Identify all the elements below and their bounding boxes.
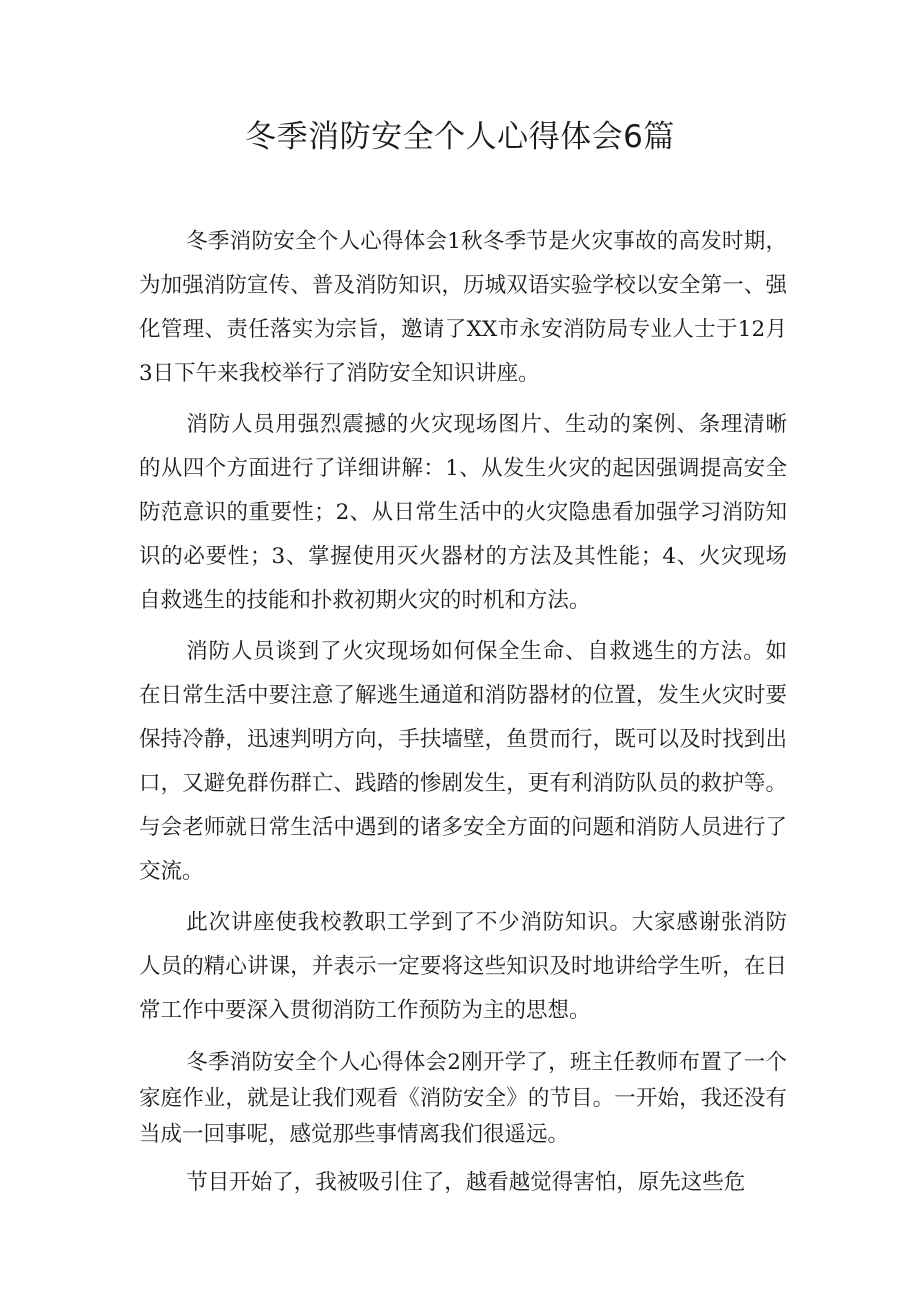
paragraph: 冬季消防安全个人心得体会2刚开学了，班主任教师布置了一个家庭作业，就是让我们观看《消防安全》的节目。一开始，我还没有当成一回事呢，感觉那些事情离我们很遥远。 [139,1050,787,1147]
document-body [139,220,787,1201]
paragraph: 冬季消防安全个人心得体会1秋冬季节是火灾事故的高发时期，为加强消防宣传、普及消防知识，历城双语实验学校以安全第一、强化管理、责任落实为宗旨，邀请了XX市永安消防局专业人士于12月3日下午来我校举行了消防安全知识讲座。 [139,229,787,386]
paragraph: 消防人员用强烈震撼的火灾现场图片、生动的案例、条理清晰的从四个方面进行了详细讲解：1、从发生火灾的起因强调提高安全防范意识的重要性；2、从日常生活中的火灾隐患看加强学习消防知识的必要性；3、掌握使用灭火器材的方法及其性能；4、火灾现场自救逃生的技能和扑救初期火灾的时机和方法。 [139,412,787,613]
paragraph: 此次讲座使我校教职工学到了不少消防知识。大家感谢张消防人员的精心讲课，并表示一定要将这些知识及时地讲给学生听，在日常工作中要深入贯彻消防工作预防为主的思想。 [139,910,787,1023]
document-title: 冬季消防安全个人心得体会6篇 [245,119,675,155]
paragraph: 消防人员谈到了火灾现场如何保全生命、自救逃生的方法。如在日常生活中要注意了解逃生通道和消防器材的位置，发生火灾时要保持冷静，迅速判明方向，手扶墙壁，鱼贯而行，既可以及时找到出口，又避免群伤群亡、践踏的惨剧发生，更有利消防队员的救护等。与会老师就日常生活中遇到的诸多安全方面的问题和消防人员进行了交流。 [139,639,787,884]
paragraph: 节目开始了，我被吸引住了，越看越觉得害怕，原先这些危 [186,1170,746,1195]
